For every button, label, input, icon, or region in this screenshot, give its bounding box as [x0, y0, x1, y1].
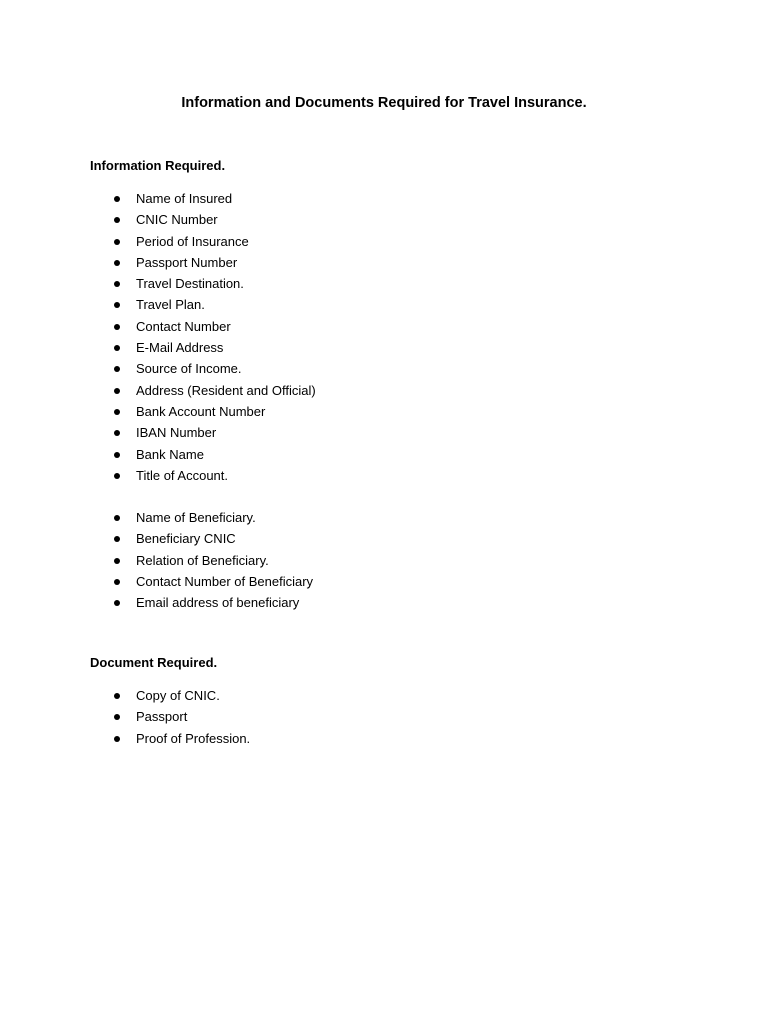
information-item-text: Travel Plan. [136, 297, 205, 313]
information-required-heading: Information Required. [90, 158, 226, 173]
information-item-text: Title of Account. [136, 467, 229, 483]
bullet-icon [114, 714, 120, 720]
information-item-text: Contact Number [136, 318, 231, 334]
beneficiary-item-text: Contact Number of Beneficiary [136, 573, 314, 589]
bullet-icon [114, 452, 120, 458]
bullet-icon [114, 600, 120, 606]
information-item-text: Period of Insurance [136, 233, 249, 249]
document-item-text: Proof of Profession. [136, 730, 251, 746]
bullet-icon [114, 693, 120, 699]
bullet-icon [114, 196, 120, 202]
bullet-icon [114, 302, 120, 308]
bullet-icon [114, 515, 120, 521]
beneficiary-item-text: Beneficiary CNIC [136, 531, 236, 547]
bullet-icon [114, 281, 120, 287]
bullet-icon [114, 260, 120, 266]
bullet-icon [114, 345, 120, 351]
information-item-text: E-Mail Address [136, 340, 224, 356]
bullet-icon [114, 473, 120, 479]
beneficiary-item-text: Relation of Beneficiary. [136, 552, 269, 568]
documents-required-heading: Document Required. [90, 655, 218, 670]
bullet-icon [114, 239, 120, 245]
document-item-text: Copy of CNIC. [136, 688, 220, 703]
bullet-icon [114, 579, 120, 585]
information-item-text: Bank Account Number [136, 403, 266, 419]
information-item-text: Name of Insured [136, 191, 233, 206]
beneficiary-item-text: Name of Beneficiary. [136, 510, 256, 525]
bullet-icon [114, 388, 120, 394]
information-item-text: Passport Number [136, 254, 238, 270]
bullet-icon [114, 536, 120, 542]
document-item-text: Passport [136, 709, 188, 725]
bullet-icon [114, 366, 120, 372]
information-item-text: Address (Resident and Official) [136, 382, 316, 398]
document-title: Information and Documents Required for Travel Insurance. [181, 95, 587, 111]
information-item-text: Source of Income. [136, 361, 242, 377]
information-item-text: CNIC Number [136, 212, 218, 228]
bullet-icon [114, 736, 120, 742]
information-item-text: IBAN Number [136, 425, 217, 441]
bullet-icon [114, 409, 120, 415]
bullet-icon [114, 324, 120, 330]
information-item-text: Bank Name [136, 446, 204, 462]
bullet-icon [114, 558, 120, 564]
beneficiary-item-text: Email address of beneficiary [136, 595, 300, 611]
bullet-icon [114, 430, 120, 436]
bullet-icon [114, 217, 120, 223]
information-item-text: Travel Destination. [136, 276, 244, 292]
